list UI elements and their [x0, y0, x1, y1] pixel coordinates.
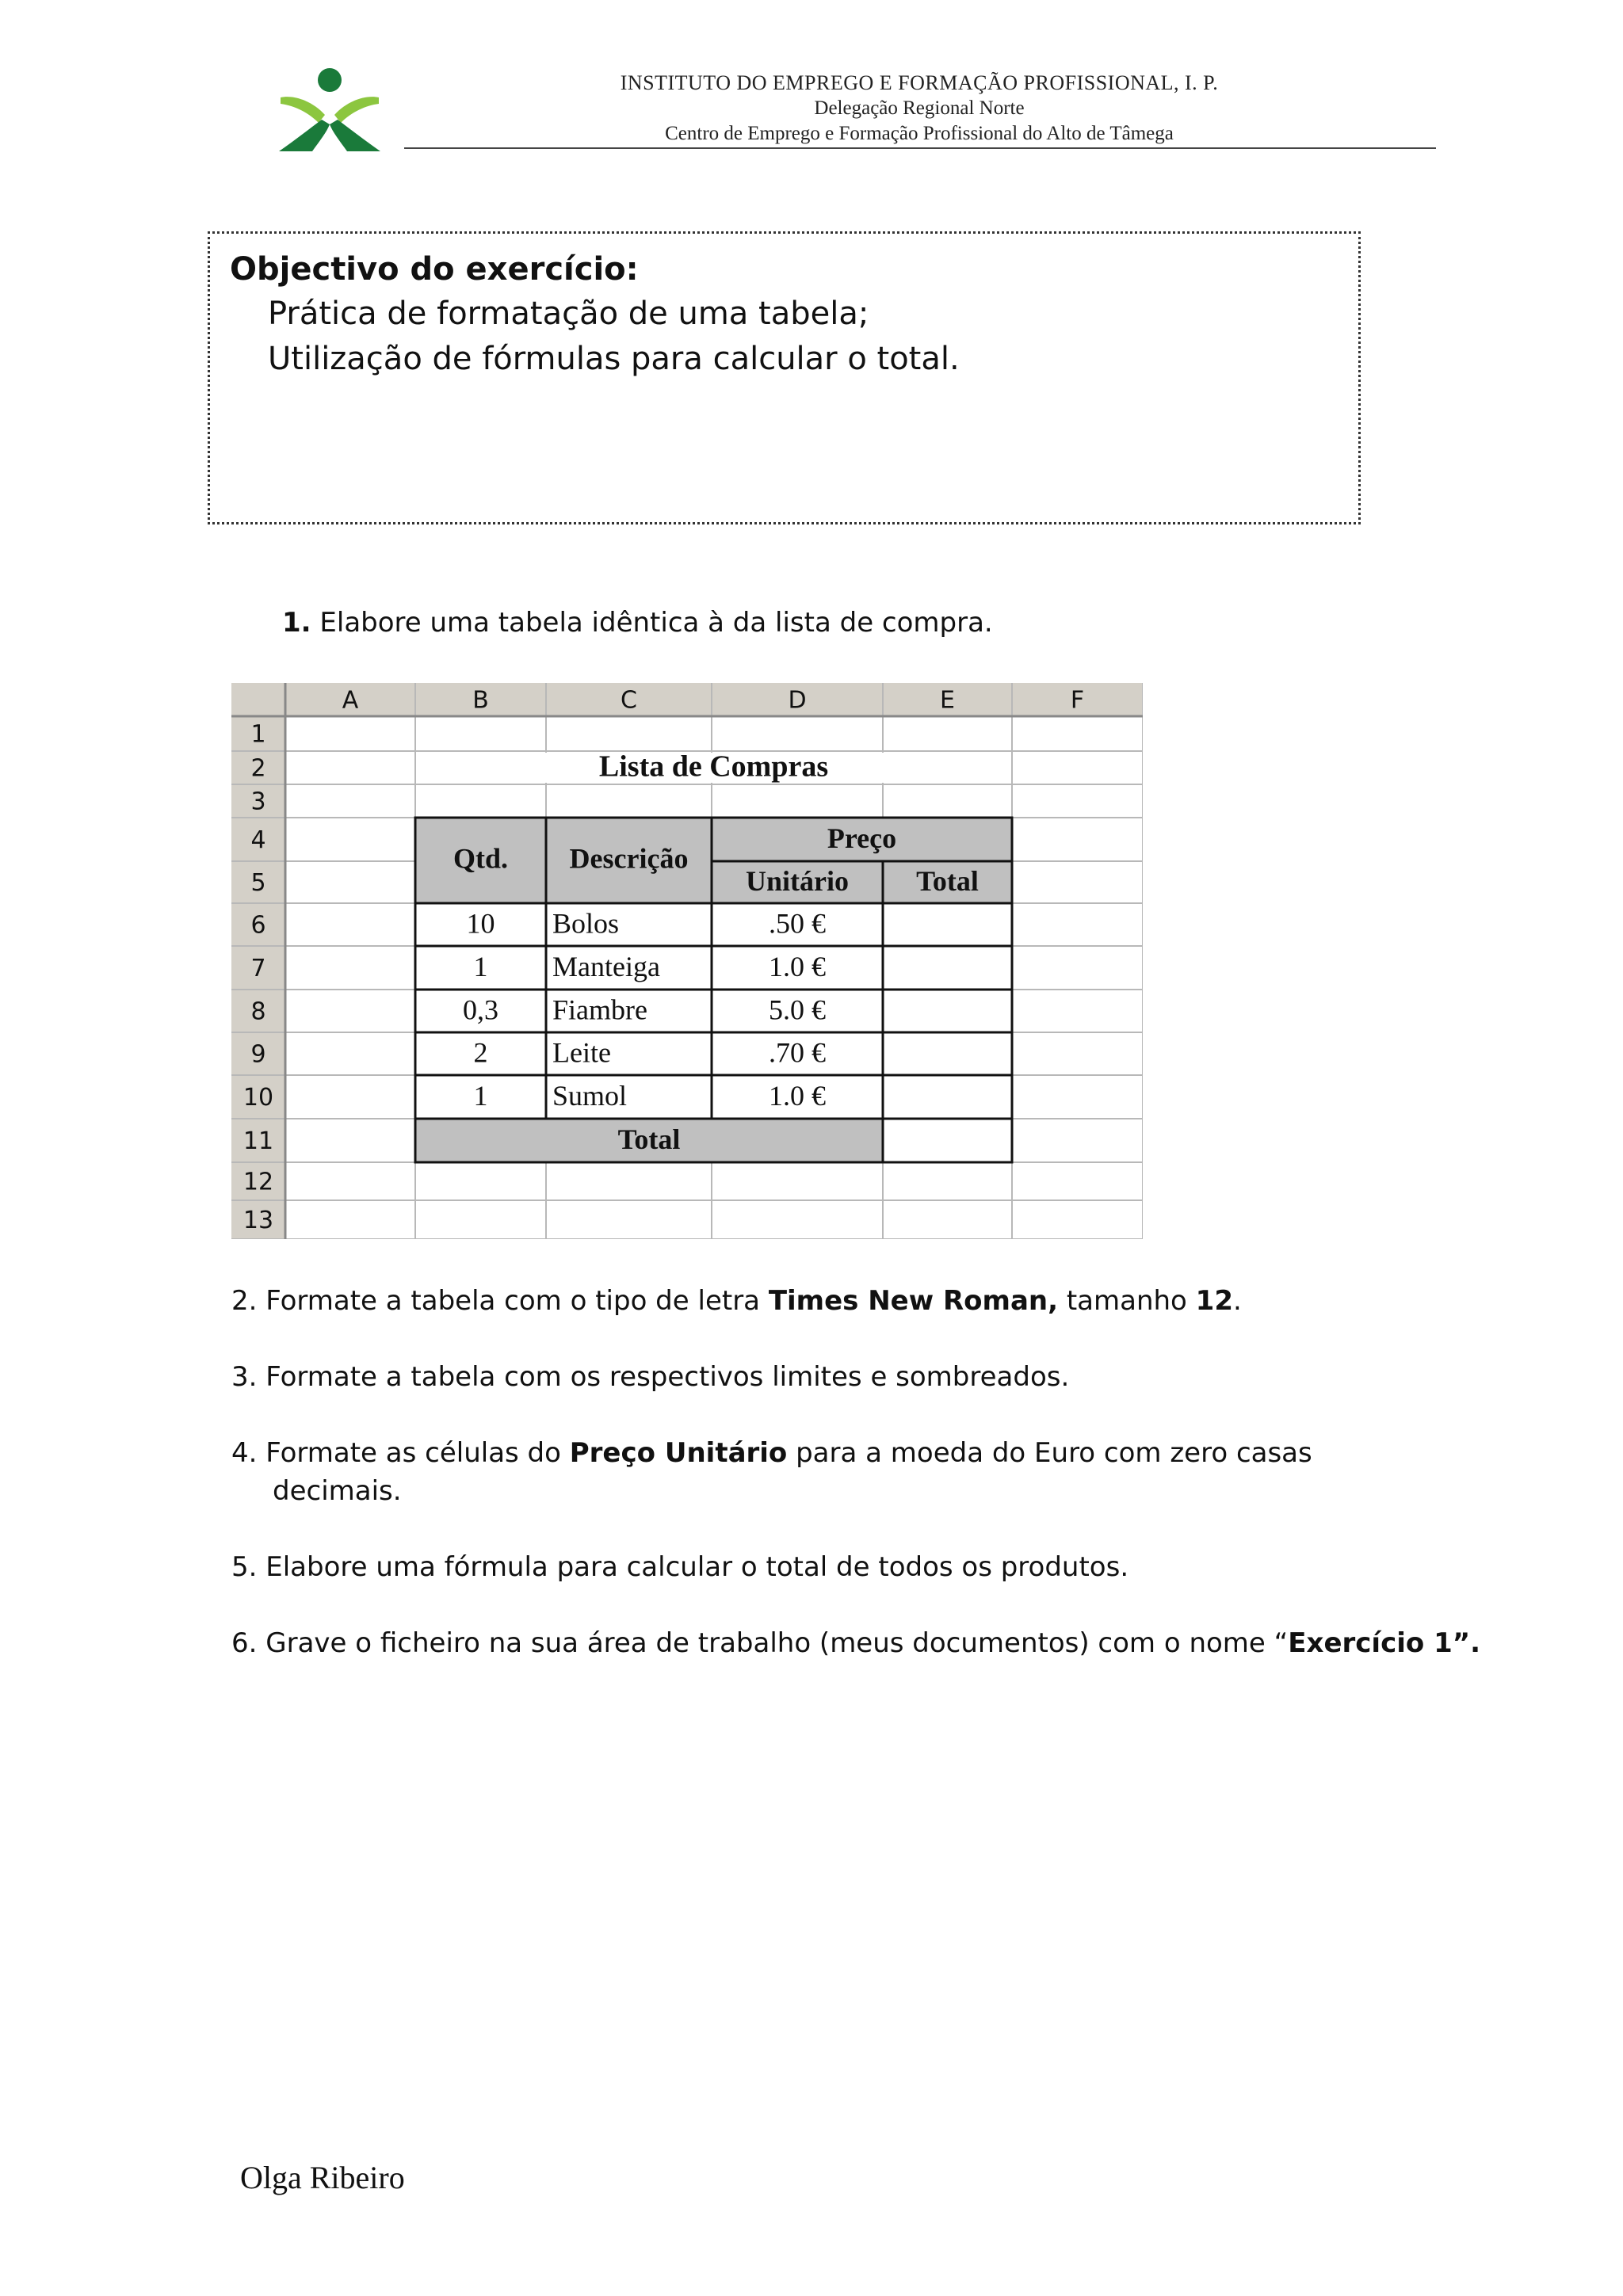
- step-2-text: 2. Formate a tabela com o tipo de letra: [231, 1285, 769, 1317]
- document-header: [404, 70, 1434, 147]
- row-header-13: 13: [242, 1207, 274, 1234]
- header-qtd: Qtd.: [453, 842, 509, 875]
- list-title: Lista de Compras: [598, 749, 829, 784]
- header-total: Total: [916, 864, 979, 897]
- step-6: [231, 1627, 1480, 1659]
- step-3: 3. Formate a tabela com os respectivos limites e sombreados.: [231, 1361, 1070, 1393]
- logo-head: [318, 68, 342, 92]
- header-preco: Preço: [827, 822, 897, 854]
- row-header-7: 7: [250, 955, 266, 982]
- header-unitario: Unitário: [746, 864, 849, 897]
- cell-descricao: Leite: [552, 1036, 611, 1069]
- step-2-font-size: 12: [1195, 1285, 1233, 1317]
- step-1: [282, 607, 993, 639]
- cell-preco-unitario: 1.0 €: [769, 950, 826, 982]
- row-header-12: 12: [242, 1168, 274, 1196]
- step-5: 5. Elabore uma fórmula para calcular o total de todos os produtos.: [231, 1551, 1129, 1583]
- row-header-1: 1: [250, 720, 266, 749]
- delegation-name: Delegação Regional Norte: [814, 97, 1025, 119]
- row-header-5: 5: [250, 869, 266, 897]
- step-2-period: .: [1232, 1285, 1242, 1317]
- cell-qtd: 10: [466, 907, 495, 940]
- column-header-D: D: [788, 686, 807, 715]
- objective-title: Objectivo do exercício:: [230, 251, 639, 288]
- step-4-text: 4. Formate as células do: [231, 1437, 570, 1469]
- author-name: Olga Ribeiro: [240, 2160, 405, 2195]
- column-header-B: B: [472, 686, 489, 715]
- objective-box: [208, 231, 1361, 524]
- cell-descricao: Manteiga: [552, 950, 660, 982]
- step-4-continuation: decimais.: [273, 1475, 402, 1507]
- cell-preco-unitario: 1.0 €: [769, 1079, 826, 1112]
- cell-preco-unitario: .50 €: [769, 907, 826, 940]
- step-1-text: Elabore uma tabela idêntica à da lista de compra.: [311, 607, 993, 639]
- step-4: [231, 1437, 1312, 1469]
- cell-descricao: Fiambre: [552, 994, 647, 1026]
- logo-left-arm: [281, 97, 325, 123]
- logo-left-leg: [279, 120, 330, 151]
- cell-qtd: 2: [473, 1036, 488, 1069]
- shopping-list-spreadsheet: [231, 683, 1143, 1239]
- step-1-number: 1.: [282, 607, 311, 639]
- step-2-text-size: tamanho: [1058, 1285, 1196, 1317]
- objective-item: Utilização de fórmulas para calcular o total.: [268, 341, 960, 377]
- step-4-text-end: para a moeda do Euro com zero casas: [787, 1437, 1312, 1469]
- column-header-E: E: [940, 686, 955, 715]
- row-header-3: 3: [250, 788, 266, 816]
- objective-item: Prática de formatação de uma tabela;: [268, 296, 869, 332]
- cell-preco-unitario: .70 €: [769, 1036, 826, 1069]
- total-label: Total: [617, 1123, 681, 1155]
- shopping-table: [415, 753, 1012, 1162]
- row-header-2: 2: [250, 754, 266, 783]
- row-header-9: 9: [250, 1040, 266, 1069]
- row-header-4: 4: [250, 826, 266, 854]
- column-header-C: C: [621, 686, 637, 715]
- row-header-6: 6: [250, 911, 266, 940]
- total-value-cell: [883, 1119, 1012, 1162]
- iefp-logo: [277, 67, 382, 154]
- column-header-F: F: [1070, 686, 1085, 715]
- cell-preco-unitario: 5.0 €: [769, 994, 826, 1026]
- header-rule: [404, 147, 1436, 149]
- step-4-field: Preço Unitário: [569, 1437, 788, 1469]
- column-header-bar: [231, 683, 1143, 716]
- table-body: [415, 903, 1012, 1119]
- cell-qtd: 1: [473, 1079, 488, 1112]
- step-6-text: 6. Grave o ficheiro na sua área de trabalho (meus documentos) com o nome “: [231, 1627, 1289, 1659]
- center-name: Centro de Emprego e Formação Profissional do Alto de Tâmega: [665, 123, 1174, 144]
- row-header-8: 8: [250, 997, 266, 1026]
- row-header-10: 10: [242, 1084, 274, 1112]
- step-6-filename: Exercício 1”.: [1288, 1627, 1480, 1659]
- cell-descricao: Bolos: [552, 907, 620, 940]
- column-header-A: A: [342, 686, 359, 715]
- cell-qtd: 1: [473, 950, 488, 982]
- row-header-11: 11: [242, 1127, 274, 1155]
- step-2-font-name: Times New Roman,: [768, 1285, 1059, 1317]
- cell-qtd: 0,3: [463, 994, 498, 1026]
- institute-name: INSTITUTO DO EMPREGO E FORMAÇÃO PROFISSIONAL, I. P.: [620, 71, 1219, 94]
- logo-right-arm: [334, 97, 379, 123]
- cell-descricao: Sumol: [552, 1079, 628, 1112]
- header-descricao: Descrição: [569, 842, 689, 875]
- logo-right-leg: [330, 120, 380, 151]
- step-2: [231, 1285, 1242, 1317]
